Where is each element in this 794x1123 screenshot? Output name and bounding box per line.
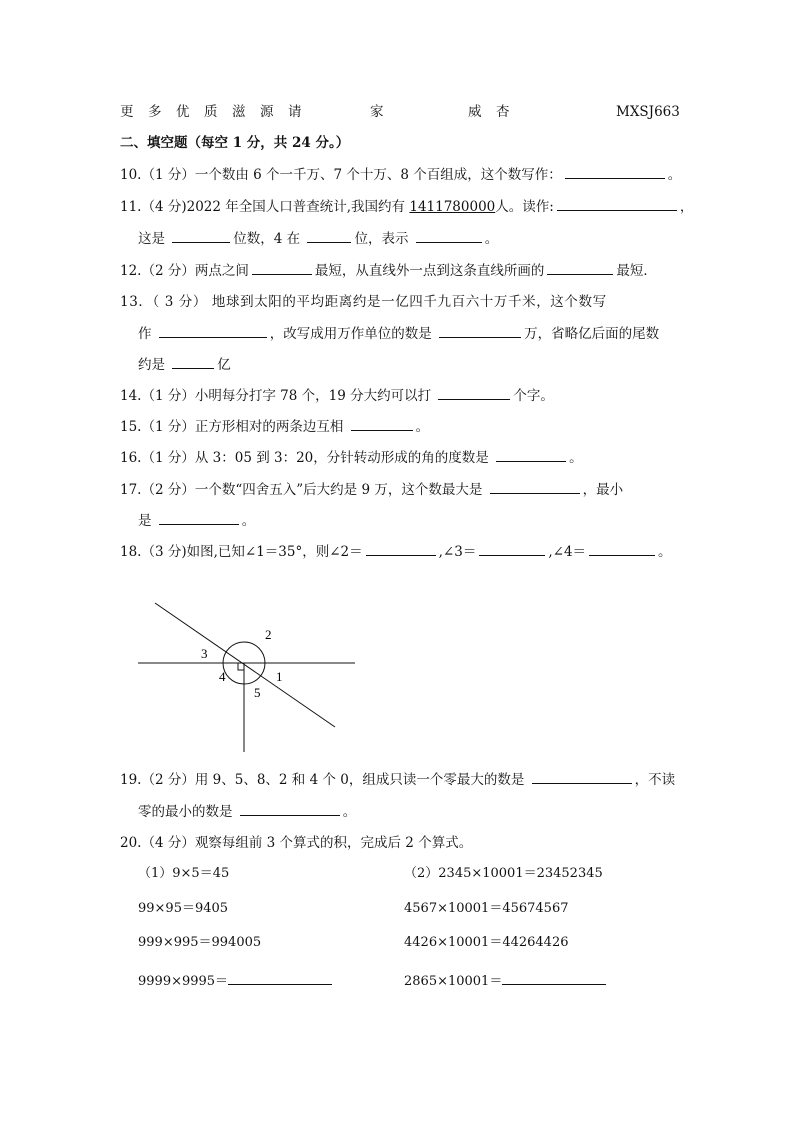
question-14 bbox=[120, 385, 675, 406]
q14-blank[interactable] bbox=[438, 385, 510, 400]
q11-digits-blank[interactable] bbox=[172, 228, 230, 243]
header-char: 请 bbox=[288, 104, 302, 120]
q17-line2-end: 。 bbox=[241, 513, 256, 529]
q13-wan-blank[interactable] bbox=[439, 323, 521, 338]
q13-line3-b: 亿 bbox=[217, 357, 231, 373]
q11-line2-b: 位数，4 在 bbox=[233, 231, 301, 247]
header-char: 多 bbox=[148, 104, 162, 120]
q11-text: 11.（4 分)2022 年全国人口普查统计,我国约有 bbox=[120, 199, 406, 215]
q19-text2: ，不读 bbox=[634, 772, 676, 788]
q16-text: 16.（1 分）从 3：05 到 3：20，分针转动形成的角的度数是 bbox=[120, 450, 489, 466]
q13-line2-c: 万，省略亿后面的尾数 bbox=[524, 326, 660, 342]
q18-text2: ,∠3＝ bbox=[438, 544, 477, 560]
calc-right-1: （2）2345×10001＝23452345 bbox=[404, 866, 603, 881]
calc-left-1: （1）9×5＝45 bbox=[138, 866, 230, 881]
calc-right-2: 4567×10001＝45674567 bbox=[404, 901, 569, 916]
question-17 bbox=[120, 479, 675, 500]
q11-line2-a: 这是 bbox=[138, 231, 165, 247]
q15-end: 。 bbox=[415, 419, 430, 435]
calc-left-4-text: 9999×9995＝ bbox=[138, 974, 229, 989]
angle-label-2: 2 bbox=[265, 627, 272, 642]
q11-end: ， bbox=[679, 199, 694, 215]
question-19-line2 bbox=[138, 801, 693, 822]
q18-angle4-blank[interactable] bbox=[589, 541, 655, 556]
question-11-line2 bbox=[138, 228, 693, 249]
q11-reading-blank[interactable] bbox=[557, 196, 677, 211]
q15-blank[interactable] bbox=[351, 416, 413, 431]
angle-figure bbox=[130, 595, 360, 755]
calc-left-2: 99×95＝9405 bbox=[138, 901, 229, 916]
question-12 bbox=[120, 260, 675, 281]
q12-text2: 最短，从直线外一点到这条直线所画的 bbox=[314, 263, 545, 279]
calc-right-answer-blank[interactable] bbox=[502, 970, 606, 985]
header-char: 威 bbox=[468, 104, 482, 120]
q18-angle3-blank[interactable] bbox=[479, 541, 545, 556]
q11-line2-c: 位，表示 bbox=[354, 231, 409, 247]
q19-min-blank[interactable] bbox=[240, 801, 340, 816]
q13-yi-blank[interactable] bbox=[172, 354, 214, 369]
q14-end: 个字。 bbox=[513, 388, 554, 404]
q19-line2-a: 零的最小的数是 bbox=[138, 804, 233, 820]
q13-line3-a: 约是 bbox=[138, 357, 165, 373]
question-11 bbox=[120, 196, 694, 217]
q13-line2-b: ，改写成用万作单位的数是 bbox=[269, 326, 432, 342]
question-13 bbox=[120, 292, 675, 312]
q11-place-blank[interactable] bbox=[307, 228, 351, 243]
q10-answer-blank[interactable] bbox=[565, 164, 665, 179]
angle-label-1: 1 bbox=[276, 669, 283, 684]
header-char: 优 bbox=[176, 104, 190, 120]
question-16 bbox=[120, 447, 675, 468]
q12-text: 12.（2 分）两点之间 bbox=[120, 263, 249, 279]
angle-label-5: 5 bbox=[254, 685, 261, 700]
q18-angle2-blank[interactable] bbox=[366, 541, 436, 556]
q17-line2-a: 是 bbox=[138, 513, 152, 529]
q11-number: 1411780000 bbox=[409, 199, 496, 215]
header-char: 更 bbox=[120, 104, 134, 120]
question-19 bbox=[120, 769, 675, 790]
q19-line2-end: 。 bbox=[342, 804, 357, 820]
calc-left-4 bbox=[138, 970, 335, 992]
header-code: MXSJ663 bbox=[616, 104, 680, 120]
q17-text2: ，最小 bbox=[582, 482, 624, 498]
question-17-line2 bbox=[138, 510, 693, 531]
q13-text: 13．（ 3 分） 地球到太阳的平均距离约是一亿四千九百六十万千米，这个数写 bbox=[120, 294, 607, 310]
question-18 bbox=[120, 541, 675, 562]
calc-right-4 bbox=[404, 970, 609, 992]
q17-text: 17.（2 分）一个数“四舍五入”后大约是 9 万，这个数最大是 bbox=[120, 482, 483, 498]
question-10 bbox=[120, 164, 682, 185]
q10-text: 10.（1 分）一个数由 6 个一千万、7 个十万、8 个百组成，这个数写作： bbox=[120, 167, 562, 183]
q17-min-blank[interactable] bbox=[159, 510, 239, 525]
q10-end: 。 bbox=[667, 167, 682, 183]
header-char: 滋 bbox=[232, 104, 246, 120]
question-20 bbox=[120, 833, 675, 853]
q12-blank-2[interactable] bbox=[547, 260, 613, 275]
q13-line2-a: 作 bbox=[138, 326, 152, 342]
calc-left-answer-blank[interactable] bbox=[228, 970, 332, 985]
diagonal-line bbox=[155, 603, 335, 727]
angle-label-3: 3 bbox=[201, 646, 208, 661]
q15-text: 15.（1 分）正方形相对的两条边互相 bbox=[120, 419, 344, 435]
q20-text: 20.（4 分）观察每组前 3 个算式的积，完成后 2 个算式。 bbox=[120, 835, 473, 851]
header-char: 家 bbox=[370, 104, 384, 120]
q19-text: 19.（2 分）用 9、5、8、2 和 4 个 0，组成只读一个零最大的数是 bbox=[120, 772, 525, 788]
q11-text2: 人。读作: bbox=[495, 199, 554, 215]
question-13-line2 bbox=[138, 323, 693, 344]
q19-max-blank[interactable] bbox=[532, 769, 632, 784]
q12-blank-1[interactable] bbox=[252, 260, 312, 275]
header-char: 杏 bbox=[496, 104, 510, 120]
calc-right-3: 4426×10001＝44264426 bbox=[404, 935, 569, 950]
q16-blank[interactable] bbox=[496, 447, 566, 462]
q18-end: 。 bbox=[658, 544, 672, 560]
question-15 bbox=[120, 416, 675, 437]
angle-label-4: 4 bbox=[219, 669, 226, 684]
section-title: 二、填空题（每空 1 分，共 24 分。） bbox=[120, 135, 350, 151]
q17-max-blank[interactable] bbox=[490, 479, 580, 494]
q13-write-blank[interactable] bbox=[159, 323, 267, 338]
calc-right-4-text: 2865×10001＝ bbox=[404, 974, 503, 989]
q18-text: 18.（3 分)如图,已知∠1＝35°，则∠2＝ bbox=[120, 544, 363, 560]
q11-meaning-blank[interactable] bbox=[416, 228, 482, 243]
q16-end: 。 bbox=[569, 450, 583, 466]
question-13-line3 bbox=[138, 354, 693, 375]
q14-text: 14.（1 分）小明每分打字 78 个，19 分大约可以打 bbox=[120, 388, 432, 404]
header-char: 质 bbox=[204, 104, 218, 120]
q11-line2-end: 。 bbox=[484, 231, 499, 247]
header-char: 源 bbox=[260, 104, 274, 120]
calc-left-3: 999×995＝994005 bbox=[138, 935, 262, 950]
q12-end: 最短． bbox=[616, 263, 657, 279]
q18-text3: ,∠4＝ bbox=[548, 544, 587, 560]
